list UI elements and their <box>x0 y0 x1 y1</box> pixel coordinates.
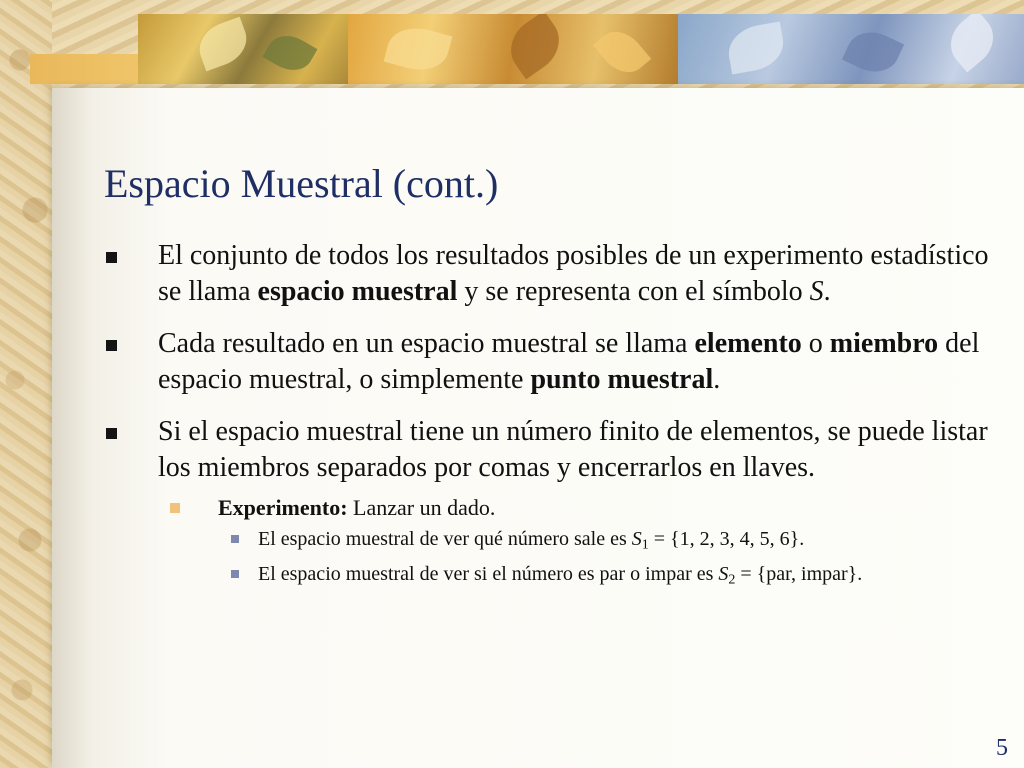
bullet-text: Si el espacio muestral tiene un número finito de elementos, se puede listar los miembros separados por comas y encerrarlos en llaves. <box>158 416 988 483</box>
bold-term: punto muestral <box>530 364 714 395</box>
subscript: 1 <box>641 537 649 553</box>
leaf-shape <box>384 21 453 77</box>
symbol-s: S <box>718 562 729 585</box>
square-bullet-icon <box>170 503 180 513</box>
slide-title: Espacio Muestral (cont.) <box>104 161 499 206</box>
bullet-text: . <box>823 276 831 307</box>
sub-bullet-experiment <box>104 494 1004 522</box>
banner-segment-leaves <box>138 14 348 84</box>
parchment-left-border <box>0 0 52 768</box>
bullet-item-element-definition <box>104 326 1004 398</box>
bullet-text: y se representa con el símbolo <box>457 276 810 307</box>
sub-sub-bullet-text: El espacio muestral de ver qué número sale es <box>258 528 632 550</box>
bullet-text: El conjunto de todos los resultados posibles de un experimento estadístico se llama <box>158 240 989 307</box>
bullet-text: . <box>713 364 721 395</box>
leaf-shape <box>262 27 317 78</box>
slide-number: 5 <box>996 735 1008 761</box>
leaf-shape <box>500 14 571 79</box>
subscript: 2 <box>728 572 736 587</box>
bold-term: elemento <box>694 328 802 359</box>
bold-term: miembro <box>829 328 939 359</box>
sub-sub-bullet-text: El espacio muestral de ver si el número es par o impar es <box>258 562 719 585</box>
square-bullet-icon <box>106 340 117 351</box>
banner-segment-yellow <box>30 54 150 84</box>
banner-segment-blue <box>678 14 1024 84</box>
leaf-shape <box>842 23 904 80</box>
set-notation: = {1, 2, 3, 4, 5, 6}. <box>648 528 805 550</box>
sub-sub-bullet-s1 <box>104 526 998 559</box>
square-bullet-icon <box>106 428 117 439</box>
banner-segment-autumn <box>348 14 678 84</box>
bullet-text: Cada resultado en un espacio muestral se llama <box>158 328 695 359</box>
square-bullet-icon <box>231 535 239 543</box>
leaf-shape <box>193 17 254 72</box>
leaf-shape <box>725 21 788 74</box>
bullet-text: o <box>801 328 830 359</box>
bullet-item-finite-listing <box>104 414 1004 486</box>
bullet-text: del espacio muestral, o simplemente <box>158 328 980 395</box>
symbol-s: S <box>631 528 642 550</box>
symbol-s: S <box>809 276 824 307</box>
decorative-banner <box>30 14 1024 84</box>
square-bullet-icon <box>231 570 239 578</box>
set-notation: = {par, impar}. <box>735 562 863 585</box>
leaf-shape <box>593 22 651 82</box>
square-bullet-icon <box>106 252 117 263</box>
sub-bullet-text: Lanzar un dado. <box>347 495 496 520</box>
bullet-list <box>104 238 1004 595</box>
bold-label: Experimento: <box>218 495 348 520</box>
sub-sub-bullet-s2 <box>104 561 998 594</box>
bullet-item-sample-space-definition <box>104 238 1004 310</box>
bold-term: espacio muestral <box>257 276 458 307</box>
leaf-shape <box>940 14 1004 73</box>
